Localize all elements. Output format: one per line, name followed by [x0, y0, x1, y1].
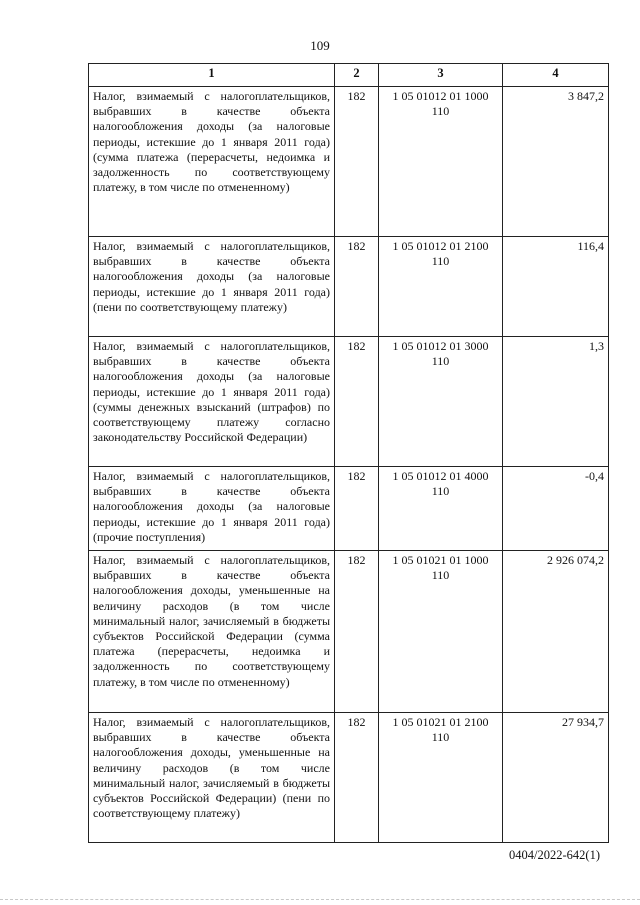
row-amount: 27 934,7: [503, 713, 609, 843]
row-kbk-code: 1 05 01012 01 1000 110: [379, 87, 503, 237]
row-admin-code: 182: [335, 87, 379, 237]
column-header-1: 1: [89, 64, 335, 87]
row-description: Налог, взимаемый с налогоплательщиков, выбравших в качестве объекта налогообложения доходы, уменьшенные на величину расходов (в том числе минимальный налог, зачисляемый в бюджеты субъектов Российской Федерации (сумма платежа (перерасчеты, недоимка и задолженность по соответствующему платежу, в том числе по отмененному): [89, 551, 335, 713]
table-row: [89, 237, 609, 337]
table-row: [89, 87, 609, 237]
row-amount: 2 926 074,2: [503, 551, 609, 713]
table-row: [89, 467, 609, 551]
row-admin-code: 182: [335, 551, 379, 713]
row-kbk-code: 1 05 01021 01 2100 110: [379, 713, 503, 843]
row-admin-code: 182: [335, 337, 379, 467]
row-admin-code: 182: [335, 713, 379, 843]
row-description: Налог, взимаемый с налогоплательщиков, выбравших в качестве объекта налогообложения доходы (за налоговые периоды, истекшие до 1 января 2011 года) (прочие поступления): [89, 467, 335, 551]
table-row: [89, 551, 609, 713]
row-kbk-code: 1 05 01012 01 3000 110: [379, 337, 503, 467]
page-bottom-rule: [0, 899, 640, 900]
row-admin-code: 182: [335, 467, 379, 551]
page-number: 109: [310, 38, 330, 53]
row-description: Налог, взимаемый с налогоплательщиков, выбравших в качестве объекта налогообложения доходы (за налоговые периоды, истекшие до 1 января 2011 года) (суммы денежных взысканий (штрафов) по соответствующему платежу согласно законодательству Российской Федерации): [89, 337, 335, 467]
column-header-4: 4: [503, 64, 609, 87]
column-header-3: 3: [379, 64, 503, 87]
row-amount: 1,3: [503, 337, 609, 467]
table-header-row: [89, 64, 609, 87]
row-description: Налог, взимаемый с налогоплательщиков, выбравших в качестве объекта налогообложения доходы (за налоговые периоды, истекшие до 1 января 2011 года) (пени по соответствующему платежу): [89, 237, 335, 337]
column-header-2: 2: [335, 64, 379, 87]
document-id: 0404/2022-642(1): [509, 848, 600, 862]
table-row: [89, 713, 609, 843]
row-amount: 116,4: [503, 237, 609, 337]
row-amount: 3 847,2: [503, 87, 609, 237]
row-admin-code: 182: [335, 237, 379, 337]
row-kbk-code: 1 05 01012 01 2100 110: [379, 237, 503, 337]
budget-revenue-table: [88, 63, 609, 843]
table-row: [89, 337, 609, 467]
row-kbk-code: 1 05 01021 01 1000 110: [379, 551, 503, 713]
row-amount: -0,4: [503, 467, 609, 551]
row-description: Налог, взимаемый с налогоплательщиков, выбравших в качестве объекта налогообложения доходы, уменьшенные на величину расходов (в том числе минимальный налог, зачисляемый в бюджеты субъектов Российской Федерации) (пени по соответствующему платежу): [89, 713, 335, 843]
row-kbk-code: 1 05 01012 01 4000 110: [379, 467, 503, 551]
row-description: Налог, взимаемый с налогоплательщиков, выбравших в качестве объекта налогообложения доходы (за налоговые периоды, истекшие до 1 января 2011 года) (сумма платежа (перерасчеты, недоимка и задолженность по соответствующему платежу, в том числе по отмененному): [89, 87, 335, 237]
